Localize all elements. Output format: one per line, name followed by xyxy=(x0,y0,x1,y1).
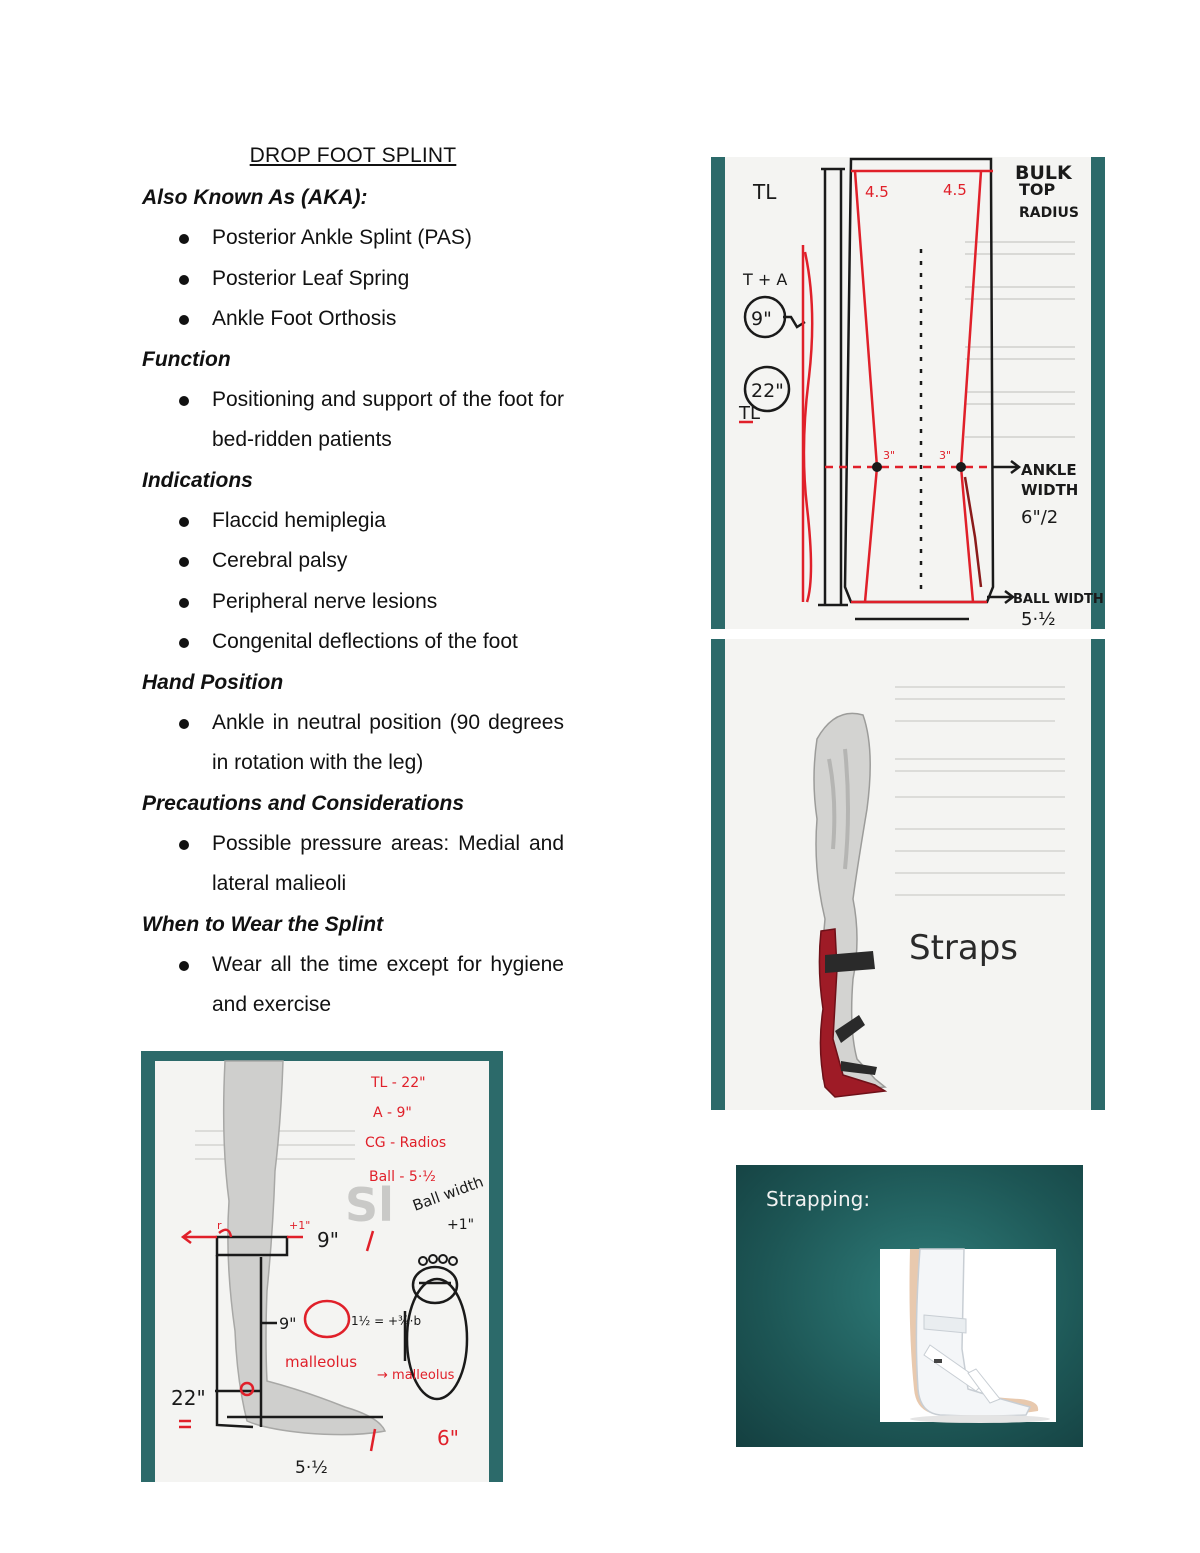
document-title: DROP FOOT SPLINT xyxy=(249,144,457,167)
ankle-mark-left: 3" xyxy=(883,449,896,462)
strapping-title: Strapping: xyxy=(766,1187,871,1211)
ball-width-label: BALL WIDTH xyxy=(1013,592,1104,607)
six-inch-label: 6" xyxy=(437,1426,459,1450)
bullet-list xyxy=(142,501,564,663)
section-heading: Hand Position xyxy=(142,670,284,694)
nine-top-label: 9" xyxy=(317,1228,339,1252)
svg-text:Sl: Sl xyxy=(345,1178,394,1232)
section-precautions xyxy=(142,784,564,905)
section-heading: Precautions and Considerations xyxy=(142,791,465,815)
plus-one-top-label: +1" xyxy=(289,1219,311,1232)
bulk-label: BULK xyxy=(1015,162,1072,184)
ankle-label: ANKLE xyxy=(1021,461,1077,479)
straps-drawing-image xyxy=(711,639,1105,1110)
strapping-photo xyxy=(880,1249,1056,1422)
leg-note: A - 9" xyxy=(373,1105,412,1121)
ankle-point-right xyxy=(956,462,966,472)
bullet-list xyxy=(142,218,564,340)
list-item: Posterior Leaf Spring xyxy=(142,259,564,300)
list-item: Congenital deflections of the foot xyxy=(142,622,564,663)
list-item: Peripheral nerve lesions xyxy=(142,582,564,623)
leg-note: Ball - 5·½ xyxy=(369,1169,436,1185)
twenty-two-inch-label: 22" xyxy=(751,380,784,402)
ankle-mark-right: 3" xyxy=(939,449,952,462)
ball-width-label: Ball width xyxy=(410,1172,486,1215)
list-item: Posterior Ankle Splint (PAS) xyxy=(142,218,564,259)
text-column xyxy=(142,140,564,1026)
plus-one-label: +1" xyxy=(447,1217,475,1233)
bullet-list xyxy=(142,703,564,784)
straps-label: Straps xyxy=(909,928,1019,968)
list-item: Positioning and support of the foot for bed-ridden patients xyxy=(142,380,564,461)
section-indications xyxy=(142,461,564,663)
leg-sketch-image xyxy=(141,1051,503,1482)
nine-mid-label: 9" xyxy=(279,1314,297,1333)
strapping-slide xyxy=(736,1165,1083,1447)
leg-note: CG - Radios xyxy=(365,1135,447,1151)
section-when-to-wear xyxy=(142,905,564,1026)
section-function xyxy=(142,340,564,461)
list-item: Ankle in neutral position (90 degrees in rotation with the leg) xyxy=(142,703,564,784)
t-plus-a-label: T + A xyxy=(743,270,788,289)
nine-inch-label: 9" xyxy=(751,308,772,330)
width-label: WIDTH xyxy=(1021,481,1079,499)
list-item: Ankle Foot Orthosis xyxy=(142,299,564,340)
pattern-drawing xyxy=(725,157,1104,630)
leg-note: TL - 22" xyxy=(371,1075,426,1091)
section-aka xyxy=(142,178,564,340)
list-item: Cerebral palsy xyxy=(142,541,564,582)
calc-label: 1½ = +¾·b xyxy=(351,1314,422,1328)
straps-drawing xyxy=(725,639,1091,1110)
top-r-label: r xyxy=(217,1219,222,1232)
section-heading: Also Known As (AKA): xyxy=(142,186,368,209)
splint-shell xyxy=(916,1249,1030,1416)
malleolus-label: malleolus xyxy=(285,1353,358,1371)
tl-red-label: TL xyxy=(739,403,761,424)
section-hand-position xyxy=(142,663,564,784)
bullet-list xyxy=(142,945,564,1026)
tl-label: TL xyxy=(753,180,777,204)
section-heading: Function xyxy=(142,347,231,371)
section-heading: Indications xyxy=(142,468,253,492)
list-item: Wear all the time except for hygiene and exercise xyxy=(142,945,564,1026)
leg-shape xyxy=(224,1061,385,1435)
list-item: Possible pressure areas: Medial and lateral malieoli xyxy=(142,824,564,905)
radius-label: RADIUS xyxy=(1019,205,1079,221)
ankle-value: 6"/2 xyxy=(1021,507,1059,528)
half-left-label: 4.5 xyxy=(865,183,889,201)
five-half-label: 5·½ xyxy=(295,1458,328,1478)
malleolus-arrow-label: → malleolus xyxy=(377,1368,455,1383)
bullet-list xyxy=(142,380,564,461)
top-label: TOP xyxy=(1019,180,1056,199)
ankle-point-left xyxy=(872,462,882,472)
section-heading: When to Wear the Splint xyxy=(142,912,384,936)
twenty-two-label: 22" xyxy=(171,1386,206,1410)
pattern-sketch-image xyxy=(711,157,1105,629)
list-item: Flaccid hemiplegia xyxy=(142,501,564,542)
ball-value: 5·½ xyxy=(1021,609,1056,630)
half-right-label: 4.5 xyxy=(943,181,967,199)
bullet-list xyxy=(142,824,564,905)
leg-measure-drawing xyxy=(155,1061,489,1482)
